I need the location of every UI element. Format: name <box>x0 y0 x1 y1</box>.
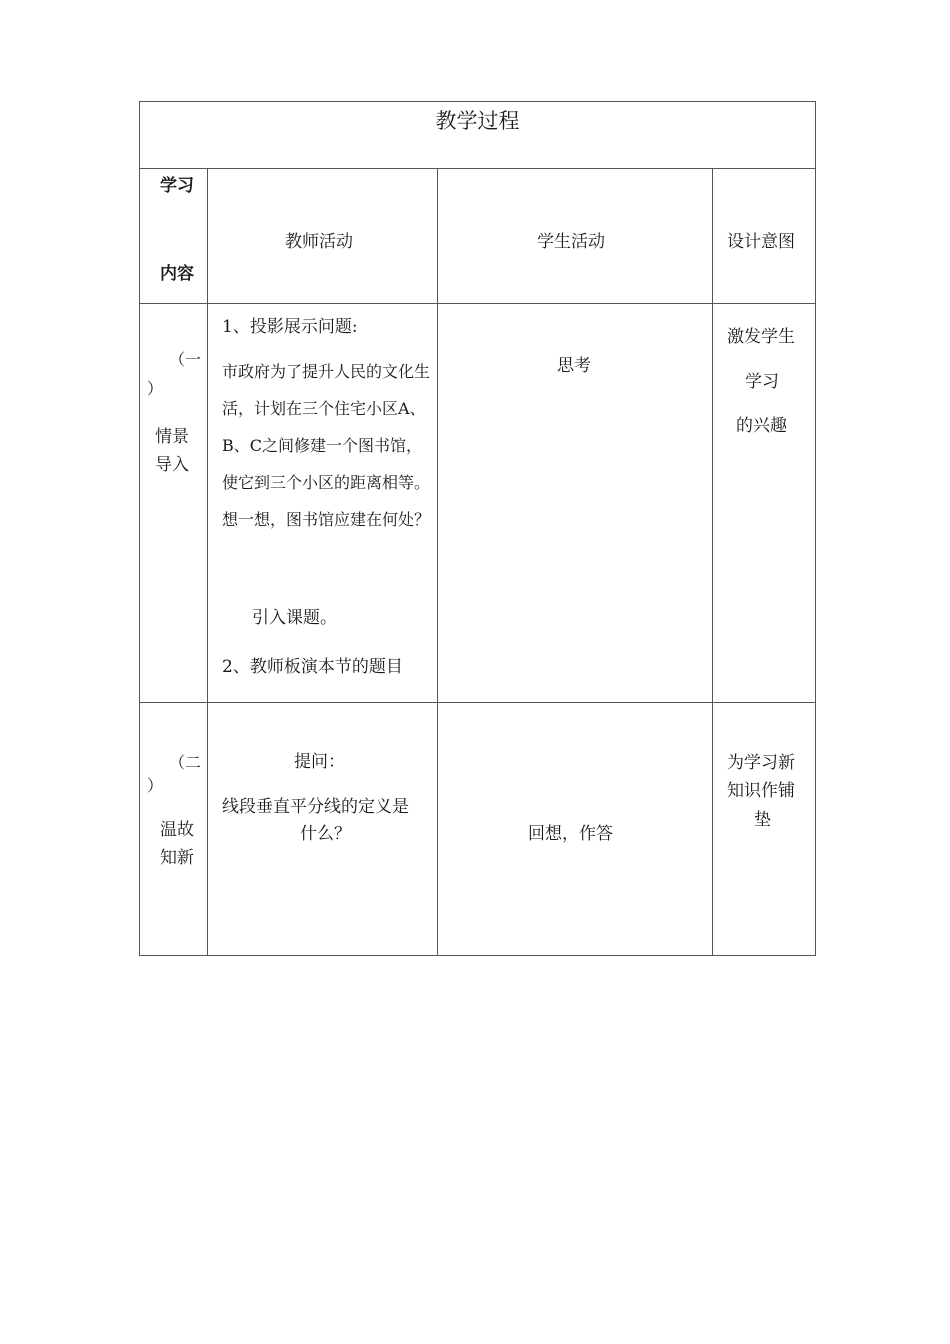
table-title-row <box>140 102 816 169</box>
table-header-row <box>140 169 816 304</box>
intent-line-3: 的兴趣 <box>736 416 787 436</box>
table-title-cell <box>140 102 816 169</box>
student-activity: 回想，作答 <box>528 824 613 844</box>
teacher-question-line-1: 线段垂直平分线的定义是 <box>222 797 409 817</box>
intent-line-2: 知识作铺 <box>727 781 795 801</box>
table-title: 教学过程 <box>435 109 520 133</box>
header-student-label: 学生活动 <box>537 232 605 252</box>
student-activity-cell <box>438 703 713 956</box>
intent-line-3: 垫 <box>754 810 771 830</box>
intent-cell <box>713 304 816 703</box>
section-name-line-2: 知新 <box>160 848 194 868</box>
student-activity: 思考 <box>557 356 591 376</box>
header-teacher <box>208 169 438 304</box>
teacher-intro: 引入课题。 <box>252 608 337 628</box>
intent-cell <box>713 703 816 956</box>
teacher-problem-text: 市政府为了提升人民的文化生活，计划在三个住宅小区A、B、C之间修建一个图书馆，使它到三个小区的距离相等。想一想，图书馆应建在何处？ <box>222 362 431 529</box>
section-number: （一 <box>169 350 202 369</box>
teacher-activity-cell <box>208 703 438 956</box>
header-student <box>438 169 713 304</box>
teacher-ask: 提问： <box>294 752 345 772</box>
section-number-close: ） <box>147 379 164 398</box>
teacher-step-2: 2、教师板演本节的题目 <box>222 657 403 677</box>
header-content-line-1: 学习 <box>160 176 194 196</box>
header-content <box>140 169 208 304</box>
intent-line-1: 为学习新 <box>727 753 795 773</box>
teaching-process-table <box>139 101 816 956</box>
intent-line-2: 学习 <box>745 372 779 392</box>
header-intent <box>713 169 816 304</box>
section-cell <box>140 703 208 956</box>
table-row <box>140 304 816 703</box>
student-activity-cell <box>438 304 713 703</box>
section-name-line-1: 情景 <box>155 427 189 447</box>
section-cell <box>140 304 208 703</box>
section-name-line-2: 导入 <box>155 455 189 475</box>
teacher-question-line-2: 什么？ <box>300 824 351 844</box>
teacher-step-1: 1、投影展示问题: <box>222 317 358 337</box>
section-number-close: ） <box>147 776 164 795</box>
header-content-line-2: 内容 <box>160 264 194 284</box>
section-name-line-1: 温故 <box>160 820 194 840</box>
intent-line-1: 激发学生 <box>727 327 795 347</box>
section-number: （二 <box>169 753 202 772</box>
table-row <box>140 703 816 956</box>
header-teacher-label: 教师活动 <box>285 232 353 252</box>
header-intent-label: 设计意图 <box>727 232 795 252</box>
teacher-activity-cell <box>208 304 438 703</box>
